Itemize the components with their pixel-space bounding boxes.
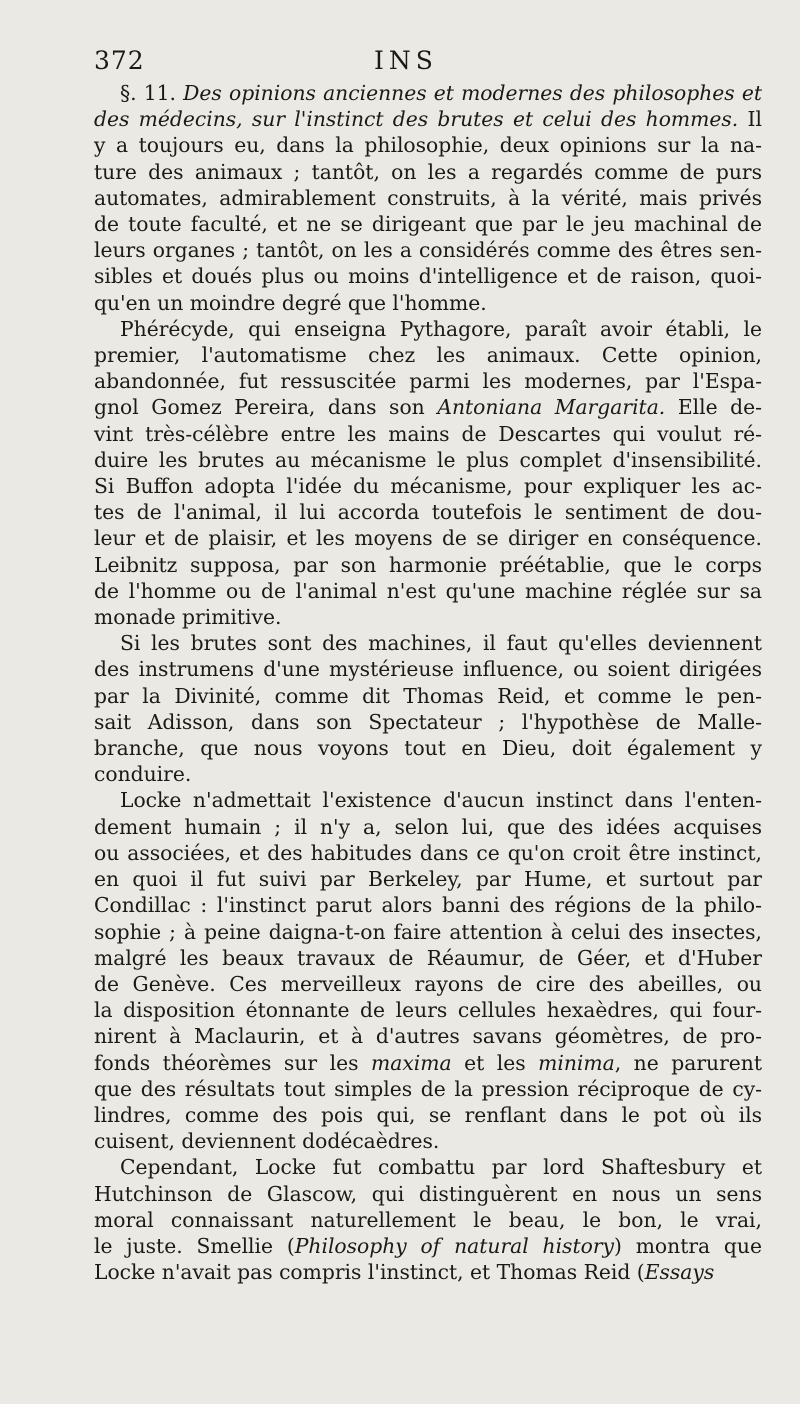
- text-run: de toute faculté, et ne se dirigeant que par le jeu machinal de: [94, 212, 762, 237]
- text-line: [94, 630, 762, 656]
- text-run: moral connaissant naturellement le beau, le bon, le vrai,: [94, 1207, 762, 1232]
- text-run: par la Divinité, comme dit Thomas Reid, et comme le pen-: [94, 683, 762, 708]
- text-run: Elle de-: [665, 395, 763, 420]
- text-run: la disposition étonnante de leurs cellules hexaèdres, qui four-: [94, 998, 762, 1023]
- text-line: [94, 1181, 762, 1207]
- text-line: [94, 997, 762, 1023]
- text-run: en quoi il fut suivi par Berkeley, par Hume, et surtout par: [94, 867, 762, 892]
- text-line: [94, 945, 762, 971]
- text-run: Phérécyde, qui enseigna Pythagore, paraît avoir établi, le: [120, 316, 762, 341]
- text-run: abandonnée, fut ressuscitée parmi les modernes, par l'Espa-: [94, 369, 762, 394]
- text-run: fonds théorèmes sur les: [94, 1050, 371, 1075]
- text-line: [94, 1154, 762, 1180]
- text-line: [94, 604, 762, 630]
- text-line: [94, 1259, 762, 1285]
- text-run: automates, admirablement construits, à la vérité, mais privés: [94, 185, 762, 210]
- text-run: Leibnitz supposa, par son harmonie préétablie, que le corps: [94, 552, 762, 577]
- text-run: tes de l'animal, il lui accorda toutefois le sentiment de dou-: [94, 500, 762, 525]
- text-line: [94, 1050, 762, 1076]
- text-run: Si les brutes sont des machines, il faut qu'elles deviennent: [120, 631, 762, 656]
- paragraph: [94, 316, 762, 630]
- text-run: nirent à Maclaurin, et à d'autres savans géomètres, de pro-: [94, 1024, 762, 1049]
- italic-text: des médecins, sur l'instinct des brutes et celui des hommes.: [94, 107, 739, 132]
- text-line: [94, 159, 762, 185]
- text-run: branche, que nous voyons tout en Dieu, doit également y: [94, 736, 762, 761]
- italic-text: Philosophy of natural history: [294, 1233, 614, 1258]
- text-run: Si Buffon adopta l'idée du mécanisme, pour expliquer les ac-: [94, 474, 762, 499]
- text-run: premier, l'automatisme chez les animaux. Cette opinion,: [94, 343, 762, 368]
- text-line: [94, 1023, 762, 1049]
- text-line: [94, 80, 762, 106]
- text-run: le juste. Smellie (: [94, 1233, 295, 1258]
- text-line: [94, 185, 762, 211]
- text-line: [94, 368, 762, 394]
- text-line: [94, 1233, 762, 1259]
- text-line: [94, 237, 762, 263]
- text-run: Locke n'admettait l'existence d'aucun instinct dans l'enten-: [120, 788, 762, 813]
- text-line: [94, 342, 762, 368]
- text-line: [94, 787, 762, 813]
- text-run: duire les brutes au mécanisme le plus complet d'insensibilité.: [94, 447, 762, 472]
- running-title: INS: [374, 46, 438, 75]
- text-run: Il: [738, 107, 762, 132]
- text-line: [94, 211, 762, 237]
- text-line: [94, 316, 762, 342]
- text-run: , ne parurent: [614, 1050, 762, 1075]
- text-run: ou associées, et des habitudes dans ce qu'on croit être instinct,: [94, 840, 762, 865]
- running-head: [94, 40, 762, 80]
- text-line: [94, 525, 762, 551]
- text-line: [94, 840, 762, 866]
- text-line: [94, 1128, 762, 1154]
- paragraph: [94, 1154, 762, 1285]
- text-line: [94, 814, 762, 840]
- text-run: des instrumens d'une mystérieuse influence, ou soient dirigées: [94, 657, 762, 682]
- text-run: y a toujours eu, dans la philosophie, deux opinions sur la na-: [94, 133, 762, 158]
- text-line: [94, 578, 762, 604]
- text-line: [94, 1076, 762, 1102]
- text-line: [94, 473, 762, 499]
- text-run: et les: [451, 1050, 539, 1075]
- text-line: [94, 290, 762, 316]
- text-line: [94, 394, 762, 420]
- text-line: [94, 552, 762, 578]
- text-line: [94, 421, 762, 447]
- text-line: [94, 263, 762, 289]
- text-line: [94, 866, 762, 892]
- paragraph: [94, 80, 762, 316]
- text-line: [94, 892, 762, 918]
- text-run: lindres, comme des pois qui, se renflant dans le pot où ils: [94, 1102, 762, 1127]
- italic-text: maxima: [371, 1050, 452, 1075]
- text-line: [94, 919, 762, 945]
- text-run: conduire.: [94, 762, 192, 787]
- text-run: monade primitive.: [94, 605, 282, 630]
- italic-text: minima: [538, 1050, 615, 1075]
- text-line: [94, 971, 762, 997]
- text-run: que des résultats tout simples de la pression réciproque de cy-: [94, 1076, 762, 1101]
- text-run: ) montra que: [613, 1233, 762, 1258]
- paragraph: [94, 630, 762, 787]
- text-line: [94, 132, 762, 158]
- text-run: sibles et doués plus ou moins d'intelligence et de raison, quoi-: [94, 264, 762, 289]
- text-run: de Genève. Ces merveilleux rayons de cire des abeilles, ou: [94, 971, 762, 996]
- text-run: sophie ; à peine daigna-t-on faire attention à celui des insectes,: [94, 919, 762, 944]
- italic-text: Antoniana Margarita.: [437, 395, 666, 420]
- text-line: [94, 1102, 762, 1128]
- text-run: Hutchinson de Glascow, qui distinguèrent en nous un sens: [94, 1181, 762, 1206]
- text-run: Locke n'avait pas compris l'instinct, et Thomas Reid (: [94, 1260, 645, 1285]
- text-run: leur et de plaisir, et les moyens de se diriger en conséquence.: [94, 526, 762, 551]
- text-line: [94, 106, 762, 132]
- text-line: [94, 709, 762, 735]
- text-run: cuisent, deviennent dodécaèdres.: [94, 1129, 440, 1154]
- text-run: dement humain ; il n'y a, selon lui, que des idées acquises: [94, 814, 762, 839]
- text-run: gnol Gomez Pereira, dans son: [94, 395, 438, 420]
- text-run: malgré les beaux travaux de Réaumur, de Géer, et d'Huber: [94, 945, 762, 970]
- text-run: de l'homme ou de l'animal n'est qu'une machine réglée sur sa: [94, 578, 762, 603]
- text-line: [94, 499, 762, 525]
- text-line: [94, 1207, 762, 1233]
- text-run: qu'en un moindre degré que l'homme.: [94, 290, 487, 315]
- text-run: sait Adisson, dans son Spectateur ; l'hypothèse de Malle-: [94, 709, 762, 734]
- italic-text: Des opinions anciennes et modernes des philosophes et: [183, 81, 762, 105]
- body-text: [94, 80, 762, 1285]
- text-run: ture des animaux ; tantôt, on les a regardés comme de purs: [94, 159, 762, 184]
- page-number: 372: [94, 46, 145, 75]
- text-line: [94, 447, 762, 473]
- text-line: [94, 735, 762, 761]
- text-line: [94, 656, 762, 682]
- text-run: leurs organes ; tantôt, on les a considérés comme des êtres sen-: [94, 238, 762, 263]
- text-run: Condillac : l'instinct parut alors banni des régions de la philo-: [94, 893, 762, 918]
- text-run: vint très-célèbre entre les mains de Descartes qui voulut ré-: [94, 421, 762, 446]
- text-line: [94, 683, 762, 709]
- text-run: Cependant, Locke fut combattu par lord Shaftesbury et: [120, 1155, 762, 1180]
- text-run: §. 11.: [120, 81, 184, 105]
- italic-text: Essays: [644, 1260, 715, 1285]
- paragraph: [94, 787, 762, 1154]
- text-line: [94, 761, 762, 787]
